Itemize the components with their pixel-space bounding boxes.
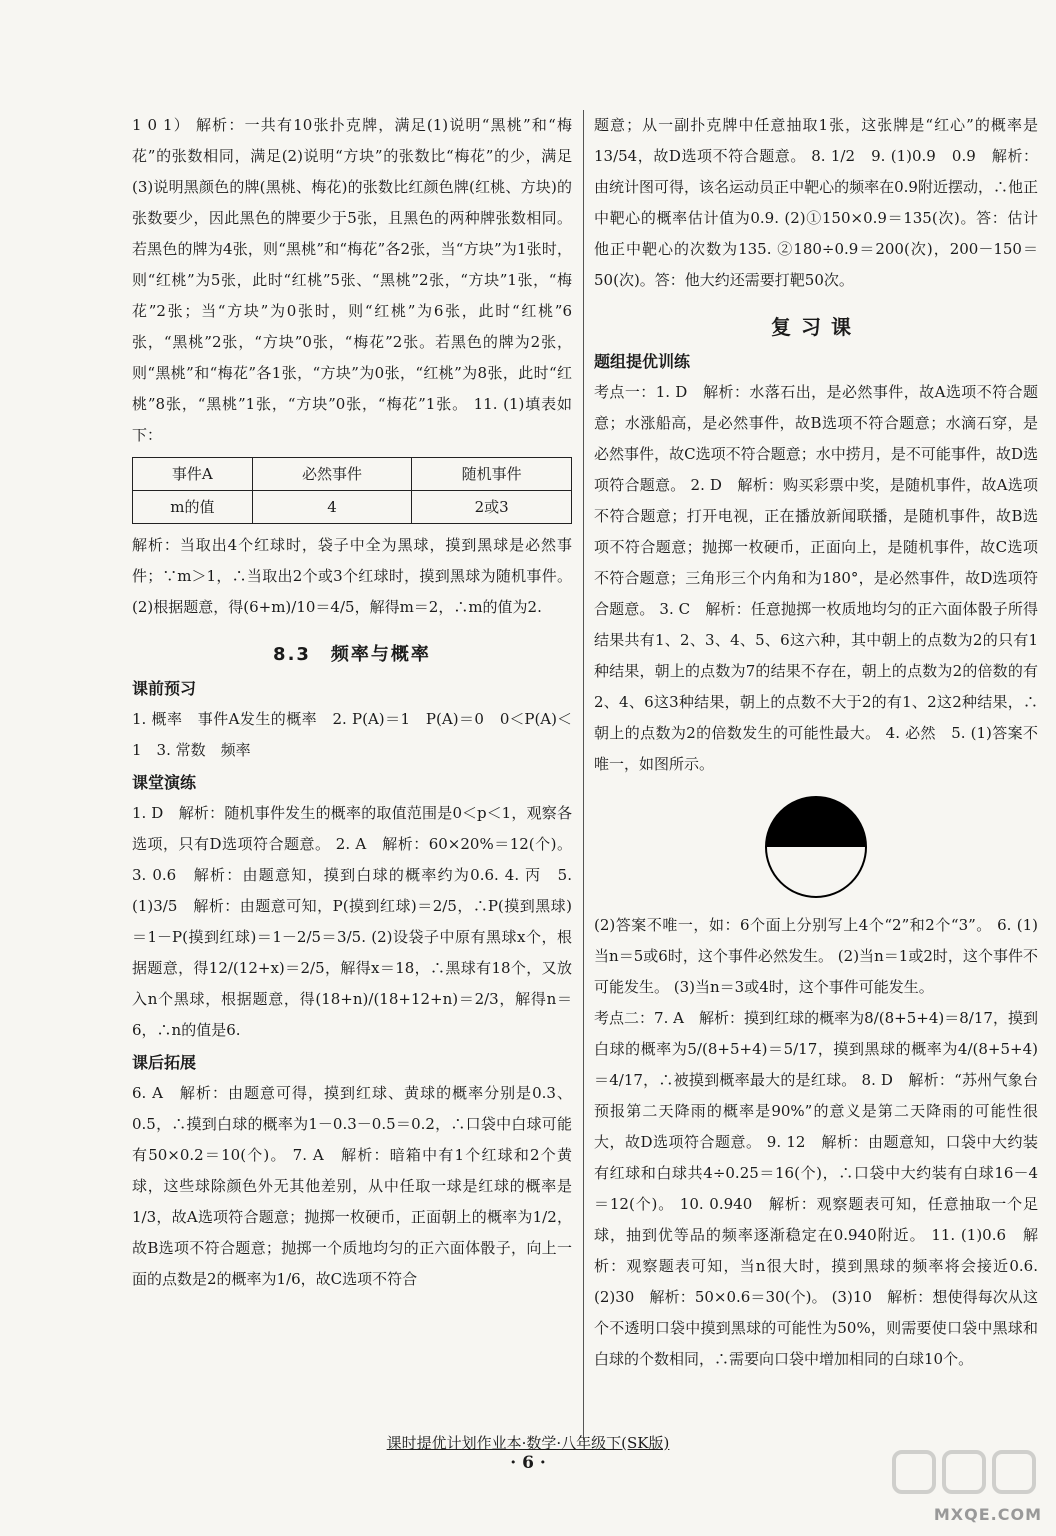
section-title-review: 复习课: [771, 315, 861, 339]
subheading-classwork: 课堂演练: [132, 773, 197, 792]
half-shaded-circle-figure: [761, 792, 871, 902]
paragraph-topic-two: 考点二：7. A 解析：摸到红球的概率为8/(8+5+4)＝8/17，摸到白球的概率为5/(8+5+4)＝5/17，摸到黑球的概率为4/(8+5+4)＝4/17，∴被摸到概率最大的是红球。 8. D 解析：“苏州气象台预报第二天降雨的概率是90%”的意义是第二天降雨的可能性很大，故D选项符合题意。 9. 12 解析：由题意知，口袋中大约装有红球和白球共4÷0.25＝16(个)，∴口袋中大约装有白球16－4＝12(个)。 10. 0.940 解析：观察题表可知，任意抽取一个足球，抽到优等品的频率逐渐稳定在0.940附近。 11. (1)0.6 解析：观察题表可知，当n很大时，摸到黑球的频率将会接近0.6. (2)30 解析：50×0.6＝30(个)。 (3)10 解析：想使得每次从这个不透明口袋中摸到黑球的可能性为50%，则需要使口袋中黑球和白球的个数相同，∴需要向口袋中增加相同的白球10个。: [594, 1009, 1038, 1368]
table-cell: 随机事件: [412, 458, 572, 491]
subheading-extension: 课后拓展: [132, 1053, 197, 1072]
watermark-text: MXQE.COM: [933, 1505, 1042, 1524]
subheading-preview: 课前预习: [132, 679, 197, 698]
right-column: [594, 110, 1038, 1375]
paragraph-answer-10: 1 0 1） 解析：一共有10张扑克牌，满足(1)说明“黑桃”和“梅花”的张数相同，满足(2)说明“方块”的张数比“梅花”的少，满足(3)说明黑颜色的牌(黑桃、梅花)的张数比红颜色牌(红桃、方块)的张数要少，因此黑色的牌要少于5张，且黑色的两种牌张数相同。若黑色的牌为4张，则“黑桃”和“梅花”各2张，当“方块”为1张时，则“红桃”为5张，此时“红桃”5张、“黑桃”2张，“方块”1张，“梅花”2张；当“方块”为0张时，则“红桃”为6张，此时“红桃”6张，“黑桃”2张，“方块”0张，“梅花”2张。若黑色的牌为2张，则“黑桃”和“梅花”各1张，“方块”为0张，“红桃”为8张，此时“红桃”8张，“黑桃”1张，“方块”0张，“梅花”1张。 11. (1)填表如下：: [132, 116, 572, 444]
paragraph-topic-one: 考点一：1. D 解析：水落石出，是必然事件，故A选项不符合题意；水涨船高，是必然事件，故B选项不符合题意；水滴石穿，是必然事件，故C选项不符合题意；水中捞月，是不可能事件，故D选项符合题意。 2. D 解析：购买彩票中奖，是随机事件，故A选项不符合题意；打开电视，正在播放新闻联播，是随机事件，故B选项不符合题意；抛掷一枚硬币，正面向上，是随机事件，故C选项不符合题意；三角形三个内角和为180°，是必然事件，故D选项符合题意。 3. C 解析：任意抛掷一枚质地均匀的正六面体骰子所得结果共有1、2、3、4、5、6这六种，其中朝上的点数为2的只有1种结果，朝上的点数为7的结果不存在，朝上的点数为2的倍数的有2、4、6这3种结果，朝上的点数不大于2的有1、2这2种结果，∴朝上的点数为2的倍数发生的可能性最大。 4. 必然 5. (1)答案不唯一，如图所示。: [594, 383, 1038, 773]
footer-book-title: 课时提优计划作业本·数学·八年级下(SK版): [386, 1434, 670, 1452]
table-cell: 2或3: [412, 491, 572, 524]
table-row: [133, 491, 572, 524]
table-cell: 必然事件: [252, 458, 412, 491]
answer-table: [132, 457, 572, 524]
paragraph-answers-5-6: (2)答案不唯一，如：6个面上分别写上4个“2”和2个“3”。 6. (1)当n＝5或6时，这个事件必然发生。 (2)当n＝1或2时，这个事件不可能发生。 (3)当n＝3或4时，这个事件可能发生。: [594, 916, 1038, 996]
paragraph-analysis: 解析：当取出4个红球时，袋子中全为黑球，摸到黑球是必然事件；∵m＞1，∴当取出2个或3个红球时，摸到黑球为随机事件。 (2)根据题意，得(6+m)/10＝4/5，解得m＝2，∴m的值为2.: [132, 536, 572, 616]
column-divider: [583, 110, 584, 1440]
table-cell: m的值: [133, 491, 253, 524]
shaded-half: [766, 797, 866, 847]
left-column: [132, 110, 572, 1295]
figure-wrapper: [594, 788, 1038, 906]
table-cell: 4: [252, 491, 412, 524]
table-cell: 事件A: [133, 458, 253, 491]
section-title: 8.3 频率与概率: [273, 644, 431, 665]
paragraph-preview: 1. 概率 事件A发生的概率 2. P(A)＝1 P(A)＝0 0＜P(A)＜1 3. 常数 频率: [132, 710, 572, 759]
paragraph-extension: 6. A 解析：由题意可得，摸到红球、黄球的概率分别是0.3、0.5，∴摸到白球的概率为1－0.3－0.5＝0.2，∴口袋中白球可能有50×0.2＝10(个)。 7. A 解析：暗箱中有1个红球和2个黄球，这些球除颜色外无其他差别，从中任取一球是红球的概率是1/3，故A选项符合题意；抛掷一枚硬币，正面朝上的概率为1/2，故B选项不符合题意；抛掷一个质地均匀的正六面体骰子，向上一面的点数是2的概率为1/6，故C选项不符合: [132, 1084, 572, 1288]
subheading-training: 题组提优训练: [594, 352, 691, 371]
page-number: · 6 ·: [510, 1453, 546, 1473]
paragraph-continuation: 题意；从一副扑克牌中任意抽取1张，这张牌是“红心”的概率是13/54，故D选项不符合题意。 8. 1/2 9. (1)0.9 0.9 解析：由统计图可得，该名运动员正中靶心的频率在0.9附近摆动，∴他正中靶心的概率估计值为0.9. (2)①150×0.9＝135(次)。答：估计他正中靶心的次数为135. ②180÷0.9＝200(次)，200－150＝50(次)。答：他大约还需要打靶50次。: [594, 116, 1038, 289]
paragraph-classwork: 1. D 解析：随机事件发生的概率的取值范围是0＜p＜1，观察各选项，只有D选项符合题意。 2. A 解析：60×20%＝12(个)。 3. 0.6 解析：由题意知，摸到白球的概率约为0.6. 4. 丙 5. (1)3/5 解析：由题意可知，P(摸到红球)＝2/5，∴P(摸到黑球)＝1－P(摸到红球)＝1－2/5＝3/5. (2)设袋子中原有黑球x个，根据题意，得12/(12+x)＝2/5，解得x＝18，∴黑球有18个，又放入n个黑球，根据题意，得(18+n)/(18+12+n)＝2/3，解得n＝6，∴n的值是6.: [132, 804, 572, 1039]
table-header-row: [133, 458, 572, 491]
